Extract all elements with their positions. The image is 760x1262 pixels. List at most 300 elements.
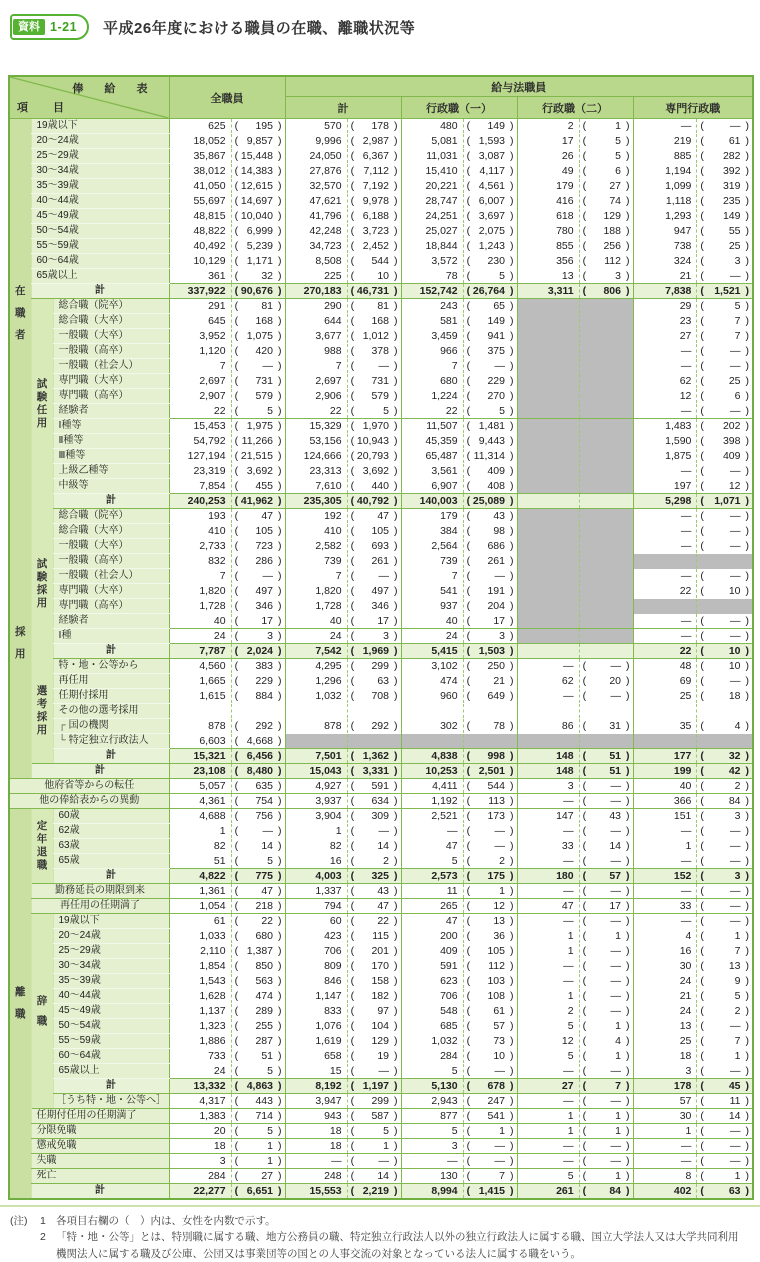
data-cell — [517, 449, 633, 464]
data-cell: 147 ( 43 ) — [517, 809, 633, 824]
data-cell: 48,822 ( 6,999 ) — [169, 224, 285, 239]
data-cell: 26 ( 5 ) — [517, 149, 633, 164]
data-cell: — ( — ) — [285, 1154, 401, 1169]
data-cell: 11 ( 1 ) — [401, 884, 517, 899]
data-cell: 140,003 ( 25,089 ) — [401, 494, 517, 509]
data-cell: 13 ( — ) — [633, 1019, 753, 1034]
data-cell: 4,317 ( 443 ) — [169, 1094, 285, 1109]
data-cell — [517, 629, 633, 644]
data-cell: 270,183 ( 46,731 ) — [285, 284, 401, 299]
row-label: 40～44歳 — [31, 194, 169, 209]
data-cell: 4,003 ( 325 ) — [285, 869, 401, 884]
row-label: 55～59歳 — [53, 1034, 169, 1049]
data-cell — [517, 404, 633, 419]
note-number: 1 — [40, 1215, 46, 1227]
data-cell: 3 ( — ) — [633, 1064, 753, 1079]
data-cell: — ( — ) — [633, 824, 753, 839]
data-cell — [517, 299, 633, 314]
data-cell — [401, 734, 517, 749]
data-cell: 3,311 ( 806 ) — [517, 284, 633, 299]
row-label: 任期付採用 — [53, 689, 169, 704]
col-header-admin-1: 行政職（一） — [401, 97, 517, 119]
note-text: 「特・地・公等」とは、特別職に属する職、地方公務員の職、特定独立行政法人以外の独立行政法人に属する職、国立大学法人又は大学共同利用機関法人に属する職及び公庫、公団又は事業団等の国との人事交流の対象となっている法人に属する職をいう。 — [56, 1231, 739, 1260]
row-label: 勤務延長の期限到来 — [31, 884, 169, 899]
data-cell: — ( — ) — [517, 959, 633, 974]
row-label: 計 — [53, 869, 169, 884]
data-cell: 15 ( — ) — [285, 1064, 401, 1079]
data-cell — [633, 704, 753, 719]
data-cell: 13 ( 3 ) — [517, 269, 633, 284]
row-label: その他の選考採用 — [53, 704, 169, 719]
data-cell: 1 ( 1 ) — [517, 1109, 633, 1124]
data-cell — [517, 644, 633, 659]
data-cell: 2,907 ( 579 ) — [169, 389, 285, 404]
data-cell: 49 ( 6 ) — [517, 164, 633, 179]
row-label: 計 — [53, 644, 169, 659]
data-cell: 988 ( 378 ) — [285, 344, 401, 359]
row-label: 総合職（大卒） — [53, 314, 169, 329]
data-cell: 23,319 ( 3,692 ) — [169, 464, 285, 479]
data-cell: 1,854 ( 850 ) — [169, 959, 285, 974]
data-cell: 1,224 ( 270 ) — [401, 389, 517, 404]
data-cell: 5 ( 1 ) — [517, 1019, 633, 1034]
data-cell: 47,621 ( 9,978 ) — [285, 194, 401, 209]
data-cell: 78 ( 5 ) — [401, 269, 517, 284]
data-cell: 1,118 ( 235 ) — [633, 194, 753, 209]
data-cell: 16 ( 2 ) — [285, 854, 401, 869]
row-label: 計 — [53, 494, 169, 509]
row-group-label: 定 年 退 職 — [31, 809, 53, 884]
data-cell: 62 ( 25 ) — [633, 374, 753, 389]
data-cell: 12 ( 4 ) — [517, 1034, 633, 1049]
data-cell: 384 ( 98 ) — [401, 524, 517, 539]
row-label: 専門職（高卒） — [53, 389, 169, 404]
data-cell: 27 ( 7 ) — [633, 329, 753, 344]
data-cell: 3,677 ( 1,012 ) — [285, 329, 401, 344]
data-cell: 591 ( 112 ) — [401, 959, 517, 974]
data-cell: 22 ( 10 ) — [633, 584, 753, 599]
data-cell: 124,666 ( 20,793 ) — [285, 449, 401, 464]
data-cell — [517, 389, 633, 404]
data-cell: 947 ( 55 ) — [633, 224, 753, 239]
data-cell: 10,253 ( 2,501 ) — [401, 764, 517, 779]
data-cell — [517, 314, 633, 329]
data-cell: 3,937 ( 634 ) — [285, 794, 401, 809]
data-cell: 3 ( 1 ) — [169, 1154, 285, 1169]
data-cell: 5,298 ( 1,071 ) — [633, 494, 753, 509]
data-cell: 23,108 ( 8,480 ) — [169, 764, 285, 779]
data-cell: 15,329 ( 1,970 ) — [285, 419, 401, 434]
data-cell: — ( — ) — [633, 914, 753, 929]
data-cell: 4,411 ( 544 ) — [401, 779, 517, 794]
data-cell: 2,733 ( 723 ) — [169, 539, 285, 554]
data-cell: 2,906 ( 579 ) — [285, 389, 401, 404]
data-cell: 409 ( 105 ) — [401, 944, 517, 959]
row-label: 中級等 — [53, 479, 169, 494]
row-label: 経験者 — [53, 404, 169, 419]
data-cell: 1,293 ( 149 ) — [633, 209, 753, 224]
data-cell: 69 ( — ) — [633, 674, 753, 689]
data-cell: 57 ( 11 ) — [633, 1094, 753, 1109]
data-cell: 966 ( 375 ) — [401, 344, 517, 359]
row-label: 65歳以上 — [31, 269, 169, 284]
data-cell: 1,076 ( 104 ) — [285, 1019, 401, 1034]
col-header-salary-law-group: 給与法職員 — [285, 76, 753, 97]
data-cell: 8,192 ( 1,197 ) — [285, 1079, 401, 1094]
data-cell: 17 ( 5 ) — [517, 134, 633, 149]
data-cell: 1,483 ( 202 ) — [633, 419, 753, 434]
data-cell: 193 ( 47 ) — [169, 509, 285, 524]
data-cell: 24,251 ( 3,697 ) — [401, 209, 517, 224]
row-label: 35～39歳 — [31, 179, 169, 194]
data-cell: — ( — ) — [633, 464, 753, 479]
data-cell: 40 ( 17 ) — [285, 614, 401, 629]
data-cell: 885 ( 282 ) — [633, 149, 753, 164]
row-label: 失職 — [31, 1154, 169, 1169]
data-cell: 739 ( 261 ) — [401, 554, 517, 569]
row-label: 死亡 — [31, 1169, 169, 1184]
row-label: 計 — [53, 1079, 169, 1094]
data-cell: 3 ( — ) — [401, 1139, 517, 1154]
data-cell: 13,332 ( 4,863 ) — [169, 1079, 285, 1094]
row-label: 再任用 — [53, 674, 169, 689]
col-header-all-staff: 全職員 — [169, 76, 285, 119]
row-label: 60～64歳 — [31, 254, 169, 269]
row-label: 計 — [31, 1184, 169, 1200]
data-cell: — ( — ) — [633, 119, 753, 134]
note-text: 各項目右欄の（ ）内は、女性を内数で示す。 — [56, 1215, 276, 1227]
data-cell: 1,032 ( 708 ) — [285, 689, 401, 704]
data-cell: 51 ( 5 ) — [169, 854, 285, 869]
data-cell: — ( — ) — [517, 1064, 633, 1079]
data-cell — [517, 329, 633, 344]
data-cell: 3 ( — ) — [517, 779, 633, 794]
data-cell: 18 ( 5 ) — [285, 1124, 401, 1139]
data-cell: — ( — ) — [517, 884, 633, 899]
data-cell — [633, 599, 753, 614]
data-cell: 21 ( — ) — [633, 269, 753, 284]
doc-number-badge — [10, 14, 89, 40]
row-label: 一般職（大卒） — [53, 539, 169, 554]
data-cell: 10,129 ( 1,171 ) — [169, 254, 285, 269]
data-cell: — ( — ) — [633, 404, 753, 419]
row-label: └ 特定独立行政法人 — [53, 734, 169, 749]
data-cell — [517, 419, 633, 434]
data-cell: 47 ( — ) — [401, 839, 517, 854]
data-cell: 30 ( 13 ) — [633, 959, 753, 974]
data-cell: 40 ( 17 ) — [169, 614, 285, 629]
data-cell: 7,610 ( 440 ) — [285, 479, 401, 494]
data-cell: 219 ( 61 ) — [633, 134, 753, 149]
data-cell: 177 ( 32 ) — [633, 749, 753, 764]
row-label: 計 — [31, 284, 169, 299]
row-label: Ⅱ種等 — [53, 434, 169, 449]
row-label: 35～39歳 — [53, 974, 169, 989]
data-cell: 18 ( 1 ) — [633, 1049, 753, 1064]
data-cell: 1,886 ( 287 ) — [169, 1034, 285, 1049]
row-label: 専門職（高卒） — [53, 599, 169, 614]
row-label: 他の俸給表からの異動 — [9, 794, 169, 809]
row-group-label: 選 考 採 用 — [31, 659, 53, 764]
data-cell: — ( — ) — [401, 1154, 517, 1169]
data-cell — [517, 524, 633, 539]
row-label: 55～59歳 — [31, 239, 169, 254]
row-label: 40～44歳 — [53, 989, 169, 1004]
data-cell — [517, 494, 633, 509]
data-cell: 1 ( — ) — [169, 824, 285, 839]
data-cell: 35,867 ( 15,448 ) — [169, 149, 285, 164]
data-cell: 48 ( 10 ) — [633, 659, 753, 674]
note-item — [10, 1229, 752, 1262]
data-cell: — ( — ) — [517, 794, 633, 809]
data-cell: 55,697 ( 14,697 ) — [169, 194, 285, 209]
data-cell: 1,820 ( 497 ) — [169, 584, 285, 599]
data-cell: 5 ( 1 ) — [517, 1049, 633, 1064]
row-label: 63歳 — [53, 839, 169, 854]
data-cell: — ( — ) — [517, 1094, 633, 1109]
data-cell: 148 ( 51 ) — [517, 764, 633, 779]
data-cell: 618 ( 129 ) — [517, 209, 633, 224]
row-label: 経験者 — [53, 614, 169, 629]
data-cell: — ( — ) — [401, 824, 517, 839]
data-cell: 200 ( 36 ) — [401, 929, 517, 944]
data-cell: 6,603 ( 4,668 ) — [169, 734, 285, 749]
data-cell: 152,742 ( 26,764 ) — [401, 284, 517, 299]
data-cell: 480 ( 149 ) — [401, 119, 517, 134]
row-label: 62歳 — [53, 824, 169, 839]
data-cell: 1,615 ( 884 ) — [169, 689, 285, 704]
data-cell: 15,453 ( 1,975 ) — [169, 419, 285, 434]
data-cell: 5,081 ( 1,593 ) — [401, 134, 517, 149]
data-cell: 24,050 ( 6,367 ) — [285, 149, 401, 164]
col-header-admin-2: 行政職（二） — [517, 97, 633, 119]
data-cell: 2,943 ( 247 ) — [401, 1094, 517, 1109]
data-cell: 60 ( 22 ) — [285, 914, 401, 929]
data-cell: 62 ( 20 ) — [517, 674, 633, 689]
data-cell: 706 ( 201 ) — [285, 944, 401, 959]
data-cell: 780 ( 188 ) — [517, 224, 633, 239]
data-cell: 192 ( 47 ) — [285, 509, 401, 524]
table-body — [9, 119, 753, 1200]
data-cell: 24 ( 2 ) — [633, 1004, 753, 1019]
row-label: Ⅲ種等 — [53, 449, 169, 464]
data-cell: 2,573 ( 175 ) — [401, 869, 517, 884]
data-cell: 48,815 ( 10,040 ) — [169, 209, 285, 224]
data-cell: 1,099 ( 319 ) — [633, 179, 753, 194]
row-label: 65歳 — [53, 854, 169, 869]
data-cell: 1,543 ( 563 ) — [169, 974, 285, 989]
data-cell: 8,508 ( 544 ) — [285, 254, 401, 269]
data-cell: 65,487 ( 11,314 ) — [401, 449, 517, 464]
data-cell — [517, 599, 633, 614]
data-cell: 1,875 ( 409 ) — [633, 449, 753, 464]
row-label: 再任用の任期満了 — [31, 899, 169, 914]
data-cell: 47 ( 17 ) — [517, 899, 633, 914]
data-cell: 243 ( 65 ) — [401, 299, 517, 314]
data-cell: — ( — ) — [517, 974, 633, 989]
bracket-glyph: ┌ — [58, 720, 66, 731]
data-cell — [517, 584, 633, 599]
row-group-label: 在 職 者 — [9, 119, 31, 509]
data-cell: 24 ( 3 ) — [169, 629, 285, 644]
data-cell: 1,628 ( 474 ) — [169, 989, 285, 1004]
data-cell: 25 ( 18 ) — [633, 689, 753, 704]
data-cell: 423 ( 115 ) — [285, 929, 401, 944]
data-cell: 1,590 ( 398 ) — [633, 434, 753, 449]
data-cell: 625 ( 195 ) — [169, 119, 285, 134]
data-cell — [401, 704, 517, 719]
data-cell: 7,854 ( 455 ) — [169, 479, 285, 494]
data-cell: — ( — ) — [633, 569, 753, 584]
data-cell: 3,561 ( 409 ) — [401, 464, 517, 479]
data-cell: — ( — ) — [633, 509, 753, 524]
data-cell: 15,553 ( 2,219 ) — [285, 1184, 401, 1200]
data-cell: 5 ( 2 ) — [401, 854, 517, 869]
data-cell: 937 ( 204 ) — [401, 599, 517, 614]
data-cell: 22 ( 5 ) — [169, 404, 285, 419]
row-label: 懲戒免職 — [31, 1139, 169, 1154]
data-cell — [517, 434, 633, 449]
titlebar — [0, 0, 760, 42]
data-cell: 199 ( 42 ) — [633, 764, 753, 779]
note-item — [10, 1213, 752, 1229]
data-cell: 35 ( 4 ) — [633, 719, 753, 734]
row-label: 一般職（高卒） — [53, 344, 169, 359]
data-cell: 47 ( 13 ) — [401, 914, 517, 929]
row-label: 計 — [31, 764, 169, 779]
data-cell: 24 ( 3 ) — [401, 629, 517, 644]
data-cell — [285, 734, 401, 749]
data-cell: 1,619 ( 129 ) — [285, 1034, 401, 1049]
data-cell: — ( — ) — [517, 824, 633, 839]
data-cell: 9,996 ( 2,987 ) — [285, 134, 401, 149]
data-cell: 15,321 ( 6,456 ) — [169, 749, 285, 764]
badge-tag: 資料 — [13, 19, 45, 35]
data-cell: 7,787 ( 2,024 ) — [169, 644, 285, 659]
data-cell: 86 ( 31 ) — [517, 719, 633, 734]
data-cell: 739 ( 261 ) — [285, 554, 401, 569]
data-cell: 18,844 ( 1,243 ) — [401, 239, 517, 254]
data-cell: 22,277 ( 6,651 ) — [169, 1184, 285, 1200]
data-cell: 1,820 ( 497 ) — [285, 584, 401, 599]
data-cell: 7 ( — ) — [401, 359, 517, 374]
row-label: 一般職（社会人） — [53, 359, 169, 374]
row-label: 45～49歳 — [53, 1004, 169, 1019]
data-cell: 878 ( 292 ) — [285, 719, 401, 734]
data-cell: 82 ( 14 ) — [169, 839, 285, 854]
data-cell: 33 ( 14 ) — [517, 839, 633, 854]
data-cell: 7 ( — ) — [169, 359, 285, 374]
note-mark: (注) — [10, 1215, 28, 1227]
row-label: Ⅰ種等 — [53, 419, 169, 434]
data-cell: 548 ( 61 ) — [401, 1004, 517, 1019]
row-label: 専門職（大卒） — [53, 584, 169, 599]
data-cell: — ( — ) — [517, 914, 633, 929]
row-label: 65歳以上 — [53, 1064, 169, 1079]
row-label: 総合職（院卒） — [53, 509, 169, 524]
data-cell: 1,194 ( 392 ) — [633, 164, 753, 179]
data-cell: 878 ( 292 ) — [169, 719, 285, 734]
data-cell: 4,688 ( 756 ) — [169, 809, 285, 824]
row-label: 50～54歳 — [53, 1019, 169, 1034]
data-cell: 30 ( 14 ) — [633, 1109, 753, 1124]
data-cell: 1,033 ( 680 ) — [169, 929, 285, 944]
data-cell: — ( — ) — [633, 629, 753, 644]
data-cell — [517, 374, 633, 389]
row-label: 特・地・公等から — [53, 659, 169, 674]
data-cell: 179 ( 27 ) — [517, 179, 633, 194]
row-group-label: 採 用 — [9, 509, 31, 779]
data-cell: 41,796 ( 6,188 ) — [285, 209, 401, 224]
data-cell: 152 ( 3 ) — [633, 869, 753, 884]
data-cell: 1,665 ( 229 ) — [169, 674, 285, 689]
data-cell: 40 ( 17 ) — [401, 614, 517, 629]
data-cell: 235,305 ( 40,792 ) — [285, 494, 401, 509]
data-cell: 54,792 ( 11,266 ) — [169, 434, 285, 449]
data-cell: 2,697 ( 731 ) — [169, 374, 285, 389]
data-cell: 7,501 ( 1,362 ) — [285, 749, 401, 764]
data-cell: 1 ( 1 ) — [517, 1124, 633, 1139]
row-label: 一般職（大卒） — [53, 329, 169, 344]
row-label: 30～34歳 — [53, 959, 169, 974]
data-cell: — ( — ) — [633, 1139, 753, 1154]
data-cell: 34,723 ( 2,452 ) — [285, 239, 401, 254]
data-cell: 2,697 ( 731 ) — [285, 374, 401, 389]
data-cell: 3,102 ( 250 ) — [401, 659, 517, 674]
corner-label-payscale: 俸 給 表 — [72, 83, 157, 95]
data-cell: 23 ( 7 ) — [633, 314, 753, 329]
data-cell: 8,994 ( 1,415 ) — [401, 1184, 517, 1200]
data-cell: 1,361 ( 47 ) — [169, 884, 285, 899]
data-cell: 2,582 ( 693 ) — [285, 539, 401, 554]
row-group-label: 離 職 — [9, 809, 31, 1200]
row-label: 45～49歳 — [31, 209, 169, 224]
data-cell: 265 ( 12 ) — [401, 899, 517, 914]
data-cell: 6,907 ( 408 ) — [401, 479, 517, 494]
data-cell: 11,031 ( 3,087 ) — [401, 149, 517, 164]
data-cell: 410 ( 105 ) — [169, 524, 285, 539]
data-cell: — ( — ) — [633, 854, 753, 869]
data-cell: 2,564 ( 686 ) — [401, 539, 517, 554]
data-cell: — ( — ) — [517, 689, 633, 704]
data-cell: 846 ( 158 ) — [285, 974, 401, 989]
data-cell — [633, 734, 753, 749]
data-cell: 22 ( 10 ) — [633, 644, 753, 659]
data-cell: 24 ( 5 ) — [169, 1064, 285, 1079]
data-cell: 42,248 ( 3,723 ) — [285, 224, 401, 239]
data-cell: 38,012 ( 14,383 ) — [169, 164, 285, 179]
data-cell: 706 ( 108 ) — [401, 989, 517, 1004]
data-cell: 2 ( 1 ) — [517, 119, 633, 134]
data-cell: 5 ( 1 ) — [517, 1169, 633, 1184]
data-cell: 290 ( 81 ) — [285, 299, 401, 314]
corner-cell — [9, 76, 169, 119]
data-cell: 302 ( 78 ) — [401, 719, 517, 734]
data-cell: 416 ( 74 ) — [517, 194, 633, 209]
row-label: 25～29歳 — [53, 944, 169, 959]
data-cell: 570 ( 178 ) — [285, 119, 401, 134]
row-label: 総合職（院卒） — [53, 299, 169, 314]
data-cell: 28,747 ( 6,007 ) — [401, 194, 517, 209]
data-cell: 960 ( 649 ) — [401, 689, 517, 704]
data-cell: 15,043 ( 3,331 ) — [285, 764, 401, 779]
row-label: 20～24歳 — [31, 134, 169, 149]
data-cell: 5 ( — ) — [401, 1064, 517, 1079]
data-cell: 832 ( 286 ) — [169, 554, 285, 569]
row-label: 任期付任用の任期満了 — [31, 1109, 169, 1124]
data-cell: 877 ( 541 ) — [401, 1109, 517, 1124]
row-label: 25～29歳 — [31, 149, 169, 164]
